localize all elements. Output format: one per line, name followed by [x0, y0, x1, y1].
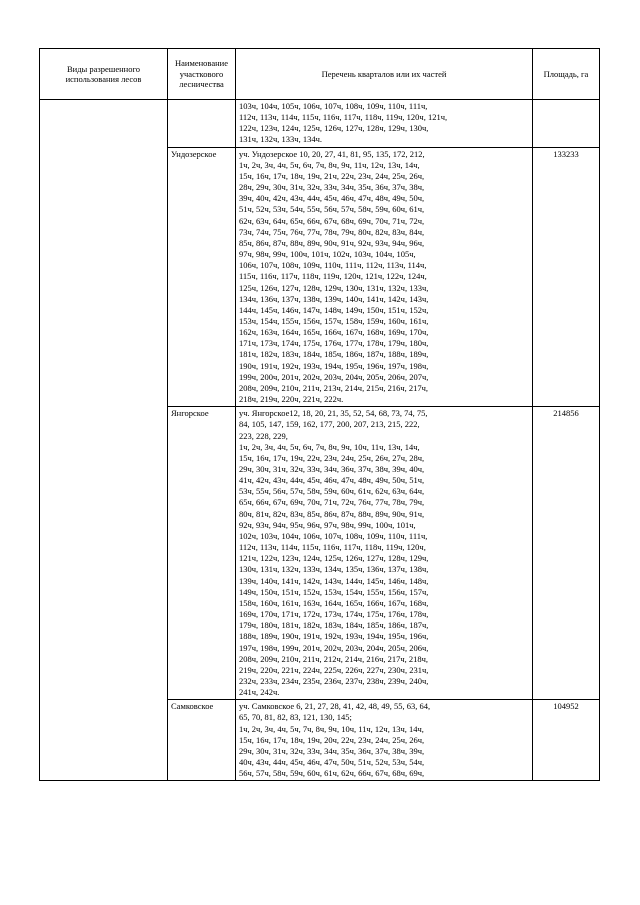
quarters-line: 144ч, 145ч, 146ч, 147ч, 148ч, 149ч, 150ч, 151ч, 152ч, [239, 304, 429, 315]
quarters-line: 39ч, 40ч, 42ч, 43ч, 44ч, 45ч, 46ч, 47ч, 48ч, 49ч, 50ч, [239, 193, 425, 204]
quarters-line: 241ч, 242ч. [239, 687, 280, 698]
quarters-line: 103ч, 104ч, 105ч, 106ч, 107ч, 108ч, 109ч, 110ч, 111ч, [239, 101, 428, 111]
forest-quarters-table [39, 48, 600, 781]
quarters-line: 115ч, 116ч, 117ч, 118ч, 119ч, 120ч, 121ч, 122ч, 124ч, [239, 271, 427, 282]
quarters-line: 29ч, 30ч, 31ч, 32ч, 33ч, 34ч, 36ч, 37ч, 38ч, 39ч, 40ч, [239, 464, 425, 474]
header-forestry: Наименование участкового лесничества [168, 49, 236, 100]
quarters-line: 197ч, 198ч, 199ч, 201ч, 202ч, 203ч, 204ч, 205ч, 206ч, [239, 642, 429, 653]
quarters-line: 29ч, 30ч, 31ч, 32ч, 33ч, 34ч, 35ч, 36ч, 37ч, 38ч, 39ч, [239, 745, 425, 756]
quarters-line: 85ч, 86ч, 87ч, 88ч, 89ч, 90ч, 91ч, 92ч, 93ч, 94ч, 96ч, [239, 237, 425, 248]
quarters-line: 190ч, 191ч, 192ч, 193ч, 194ч, 195ч, 196ч, 197ч, 198ч, [239, 360, 429, 371]
quarters-line: 134ч, 136ч, 137ч, 138ч, 139ч, 140ч, 141ч, 142ч, 143ч, [239, 293, 429, 304]
quarters-line: 80ч, 81ч, 82ч, 83ч, 85ч, 86ч, 87ч, 88ч, 89ч, 90ч, 91ч, [239, 508, 425, 519]
quarters-line: 158ч, 160ч, 161ч, 163ч, 164ч, 165ч, 166ч, 167ч, 168ч, [239, 597, 429, 608]
quarters-line: 1ч, 2ч, 3ч, 4ч, 5ч, 6ч, 7ч, 8ч, 9ч, 11ч, 12ч, 13ч, 14ч, [239, 159, 420, 170]
quarters-line: 223, 228, 229, [239, 430, 288, 441]
quarters-line: 40ч, 43ч, 44ч, 45ч, 46ч, 47ч, 50ч, 51ч, 52ч, 53ч, 54ч, [239, 757, 425, 768]
quarters-line: 97ч, 98ч, 99ч, 100ч, 101ч, 102ч, 103ч, 104ч, 105ч, [239, 249, 416, 260]
quarters-line: 139ч, 140ч, 141ч, 142ч, 143ч, 144ч, 145ч, 146ч, 148ч, [239, 575, 429, 586]
quarters-cell [236, 407, 533, 700]
area-cell: 214856 [533, 407, 600, 700]
quarters-line: 65ч, 66ч, 67ч, 69ч, 70ч, 71ч, 72ч, 76ч, 77ч, 78ч, 79ч, [239, 497, 425, 508]
quarters-line: 130ч, 131ч, 132ч, 133ч, 134ч, 135ч, 136ч, 137ч, 138ч, [239, 564, 429, 575]
quarters-line: уч. Янгорское12, 18, 20, 21, 35, 52, 54, 68, 73, 74, 75, [239, 408, 428, 419]
quarters-line: 1ч, 2ч, 3ч, 4ч, 5ч, 6ч, 7ч, 8ч, 9ч, 10ч, 11ч, 13ч, 14ч, [239, 441, 420, 452]
quarters-line: 106ч, 107ч, 108ч, 109ч, 110ч, 111ч, 112ч, 113ч, 114ч, [239, 260, 427, 271]
quarters-line: 15ч, 16ч, 17ч, 19ч, 22ч, 23ч, 24ч, 25ч, 26ч, 27ч, 28ч, [239, 452, 425, 463]
quarters-line: 171ч, 173ч, 174ч, 175ч, 176ч, 177ч, 178ч, 179ч, 180ч, [239, 338, 429, 349]
quarters-line: 188ч, 189ч, 190ч, 191ч, 192ч, 193ч, 194ч, 195ч, 196ч, [239, 631, 429, 642]
quarters-line: 153ч, 154ч, 155ч, 156ч, 157ч, 158ч, 159ч, 160ч, 161ч, [239, 315, 429, 326]
table-row [40, 100, 600, 148]
header-quarters: Перечень кварталов или их частей [236, 49, 533, 100]
quarters-line: 15ч, 16ч, 17ч, 18ч, 19ч, 21ч, 22ч, 23ч, 24ч, 25ч, 26ч, [239, 170, 425, 181]
forestry-cell: Ундозерское [168, 147, 236, 407]
quarters-line: 169ч, 170ч, 171ч, 172ч, 173ч, 174ч, 175ч, 176ч, 178ч, [239, 609, 429, 620]
quarters-line: 208ч, 209ч, 210ч, 211ч, 212ч, 214ч, 216ч, 217ч, 218ч, [239, 653, 429, 664]
table-header-row [40, 49, 600, 100]
quarters-cell [236, 700, 533, 781]
quarters-line: 162ч, 163ч, 164ч, 165ч, 166ч, 167ч, 168ч, 169ч, 170ч, [239, 327, 429, 338]
quarters-line: 41ч, 42ч, 43ч, 44ч, 45ч, 46ч, 47ч, 48ч, 49ч, 50ч, 51ч, [239, 475, 425, 486]
quarters-line: уч. Самковское 6, 21, 27, 28, 41, 42, 48, 49, 55, 63, 64, [239, 701, 431, 712]
quarters-line: 218ч, 219ч, 220ч, 221ч, 222ч. [239, 394, 344, 405]
forestry-cell [168, 100, 236, 148]
quarters-line: 65, 70, 81, 82, 83, 121, 130, 145; [239, 712, 352, 723]
quarters-line: 112ч, 113ч, 114ч, 115ч, 116ч, 117ч, 118ч, 119ч, 120ч, [239, 542, 426, 553]
quarters-line: 219ч, 220ч, 221ч, 224ч, 225ч, 226ч, 227ч, 230ч, 231ч, [239, 664, 429, 675]
area-cell: 133233 [533, 147, 600, 407]
quarters-line: 53ч, 55ч, 56ч, 57ч, 58ч, 59ч, 60ч, 61ч, 62ч, 63ч, 64ч, [239, 486, 425, 497]
area-cell [533, 100, 600, 148]
quarters-line: 199ч, 200ч, 201ч, 202ч, 203ч, 204ч, 205ч, 206ч, 207ч, [239, 371, 429, 382]
quarters-line: уч. Ундозерское 10, 20, 27, 41, 81, 95, 135, 172, 212, [239, 148, 425, 159]
quarters-line: 131ч, 132ч, 133ч, 134ч. [239, 134, 322, 145]
quarters-line: 149ч, 150ч, 151ч, 152ч, 153ч, 154ч, 155ч, 156ч, 157ч, [239, 586, 429, 597]
forestry-cell: Самковское [168, 700, 236, 781]
header-use-type: Виды разрешенного использования лесов [40, 49, 168, 100]
quarters-line: 208ч, 209ч, 210ч, 211ч, 213ч, 214ч, 215ч, 216ч, 217ч, [239, 382, 429, 393]
quarters-line: 84, 105, 147, 159, 162, 177, 200, 207, 213, 215, 222, [239, 419, 420, 430]
quarters-line: 92ч, 93ч, 94ч, 95ч, 96ч, 97ч, 98ч, 99ч, 100ч, 101ч, [239, 519, 416, 530]
quarters-line: 56ч, 57ч, 58ч, 59ч, 60ч, 61ч, 62ч, 66ч, 67ч, 68ч, 69ч, [239, 768, 425, 779]
quarters-line: 179ч, 180ч, 181ч, 182ч, 183ч, 184ч, 185ч, 186ч, 187ч, [239, 620, 429, 631]
quarters-cell [236, 100, 533, 148]
quarters-line: 62ч, 63ч, 64ч, 65ч, 66ч, 67ч, 68ч, 69ч, 70ч, 71ч, 72ч, [239, 215, 425, 226]
quarters-line: 51ч, 52ч, 53ч, 54ч, 55ч, 56ч, 57ч, 58ч, 59ч, 60ч, 61ч, [239, 204, 425, 215]
area-cell: 104952 [533, 700, 600, 781]
forestry-cell: Янгорское [168, 407, 236, 700]
quarters-line: 15ч, 16ч, 17ч, 18ч, 19ч, 20ч, 22ч, 23ч, 24ч, 25ч, 26ч, [239, 734, 425, 745]
quarters-line: 1ч, 2ч, 3ч, 4ч, 5ч, 7ч, 8ч, 9ч, 10ч, 11ч, 12ч, 13ч, 14ч, [239, 723, 424, 734]
use-type-cell [40, 100, 168, 781]
quarters-line: 112ч, 113ч, 114ч, 115ч, 116ч, 117ч, 118ч, 119ч, 120ч, 121ч, [239, 112, 448, 123]
quarters-line: 73ч, 74ч, 75ч, 76ч, 77ч, 78ч, 79ч, 80ч, 82ч, 83ч, 84ч, [239, 226, 425, 237]
quarters-line: 102ч, 103ч, 104ч, 106ч, 107ч, 108ч, 109ч, 110ч, 111ч, [239, 530, 428, 541]
quarters-cell [236, 147, 533, 407]
quarters-line: 121ч, 122ч, 123ч, 124ч, 125ч, 126ч, 127ч, 128ч, 129ч, [239, 553, 429, 564]
quarters-line: 181ч, 182ч, 183ч, 184ч, 185ч, 186ч, 187ч, 188ч, 189ч, [239, 349, 429, 360]
header-area: Площадь, га [533, 49, 600, 100]
quarters-line: 232ч, 233ч, 234ч, 235ч, 236ч, 237ч, 238ч, 239ч, 240ч, [239, 675, 429, 686]
quarters-line: 125ч, 126ч, 127ч, 128ч, 129ч, 130ч, 131ч, 132ч, 133ч, [239, 282, 429, 293]
quarters-line: 122ч, 123ч, 124ч, 125ч, 126ч, 127ч, 128ч, 129ч, 130ч, [239, 123, 429, 134]
quarters-line: 28ч, 29ч, 30ч, 31ч, 32ч, 33ч, 34ч, 35ч, 36ч, 37ч, 38ч, [239, 182, 425, 193]
